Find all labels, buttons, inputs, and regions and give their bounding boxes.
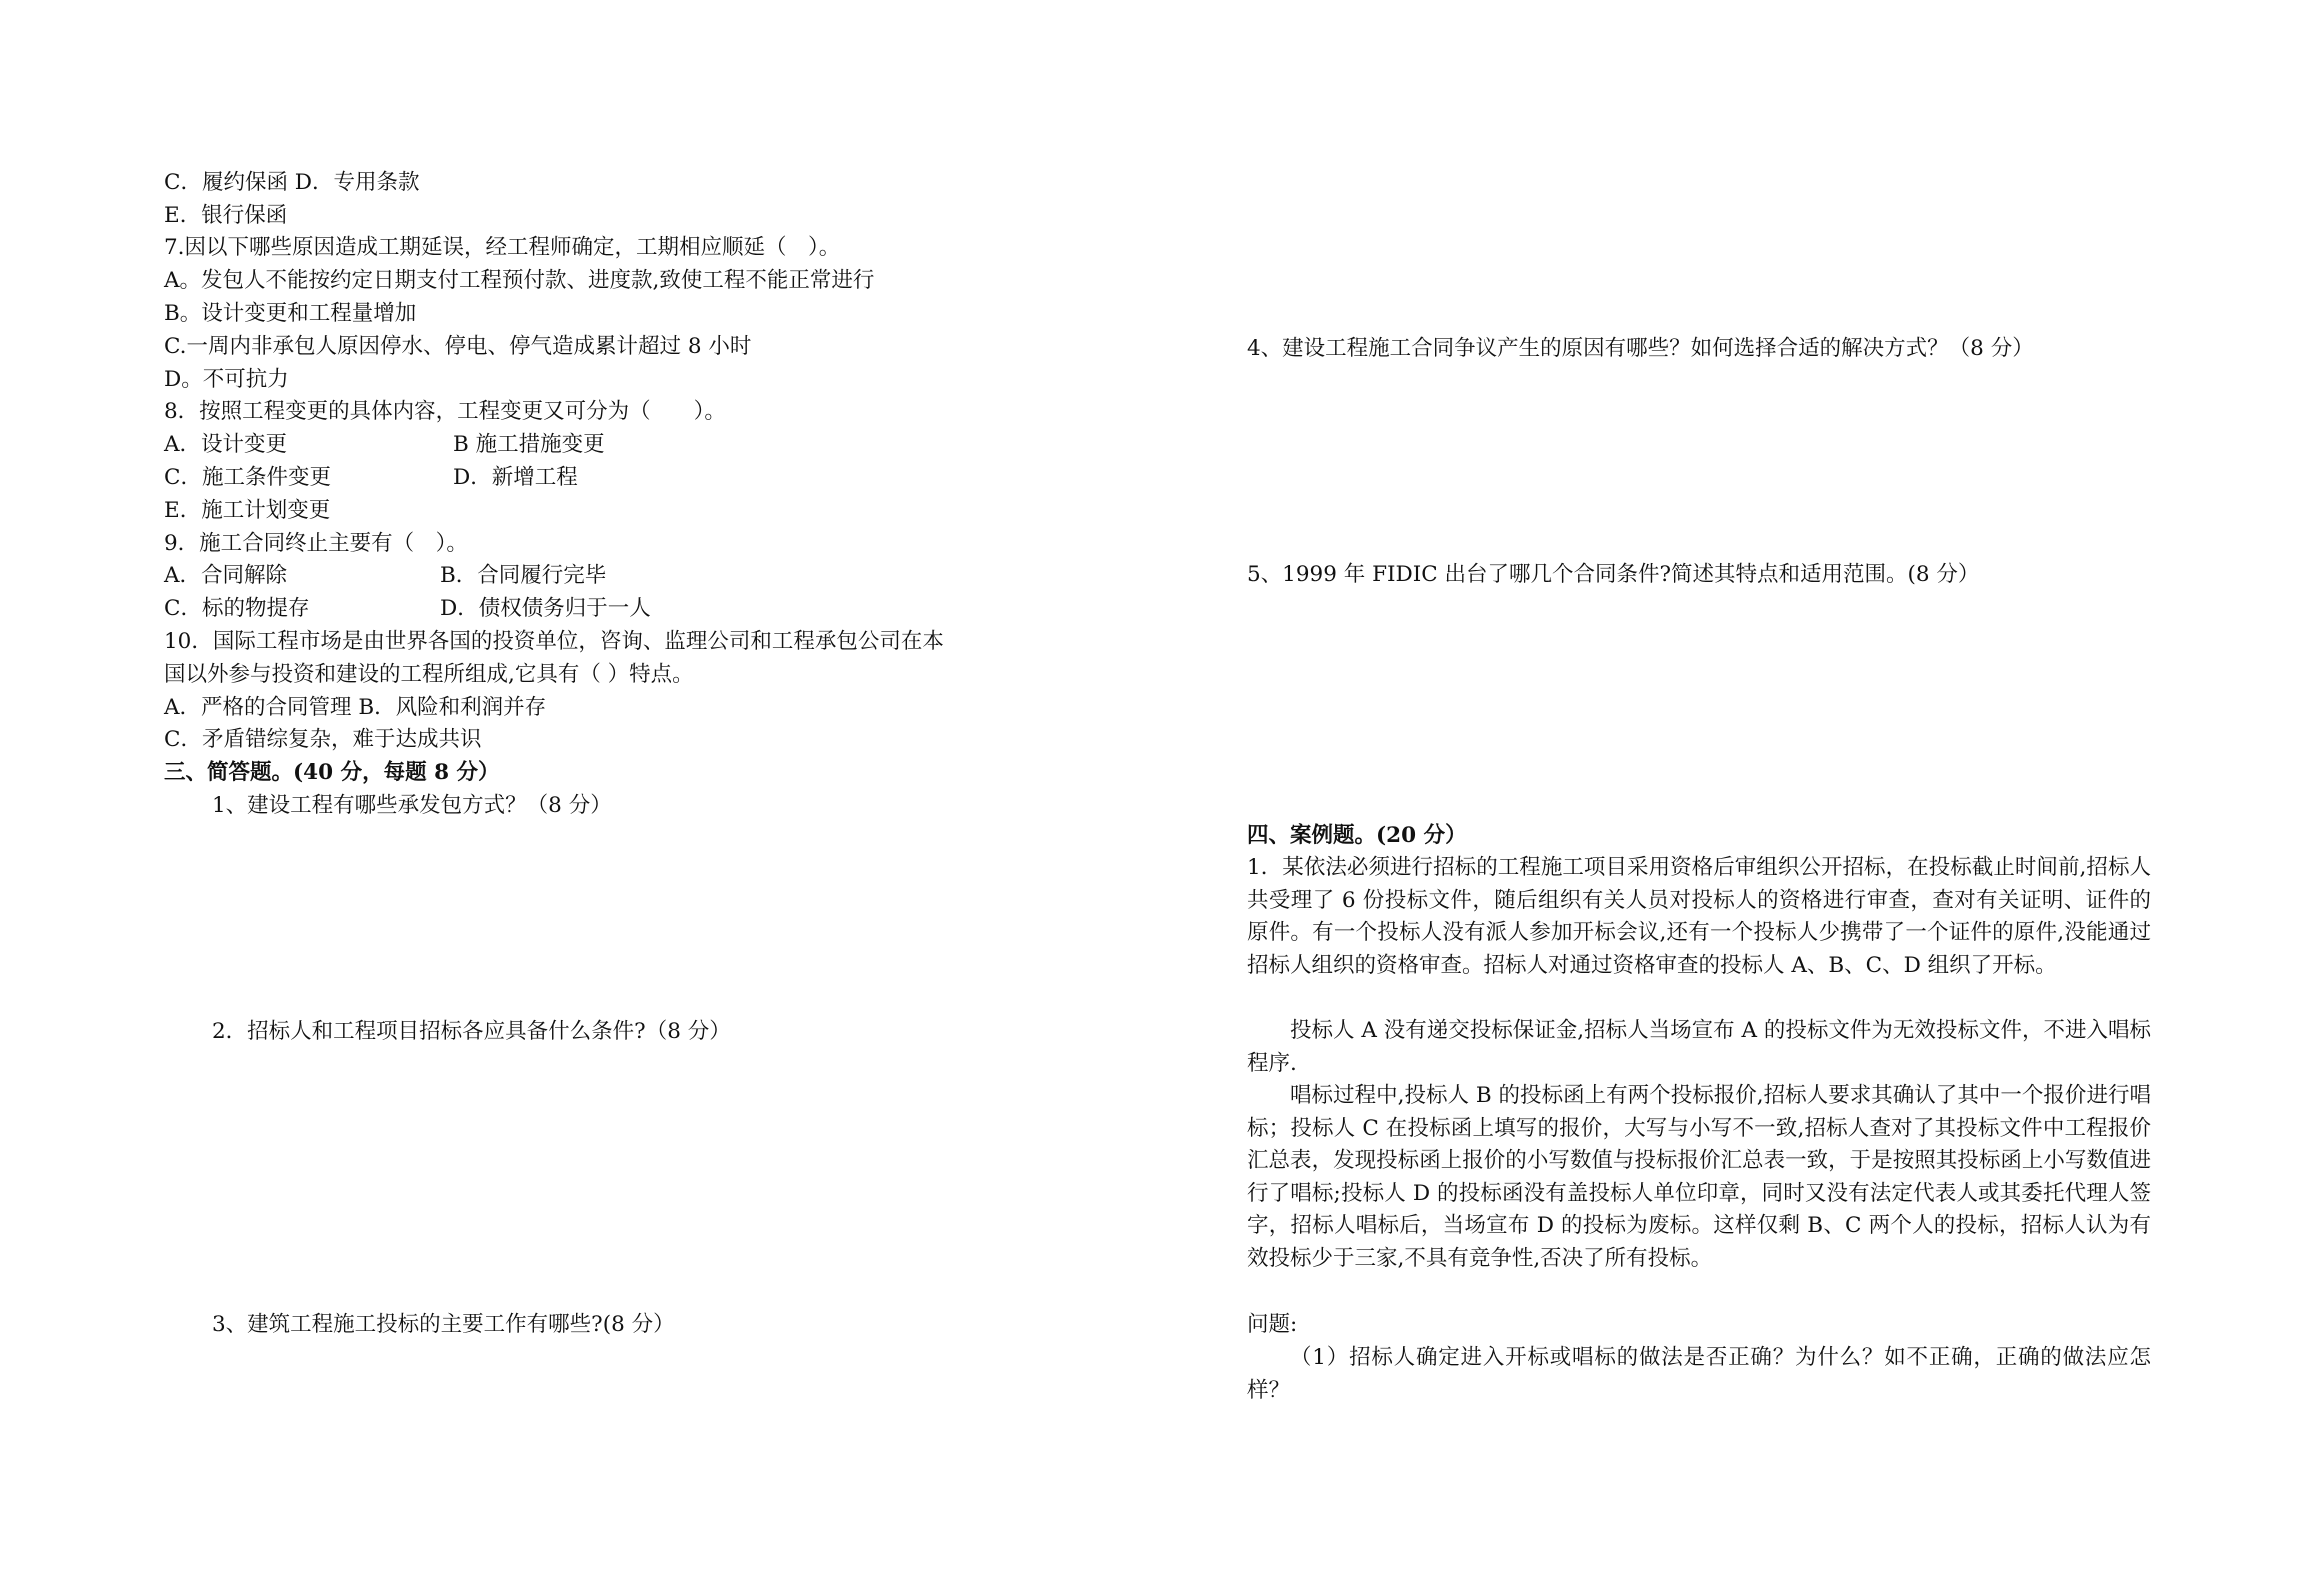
case-paragraph-1: 1．某依法必须进行招标的工程施工项目采用资格后审组织公开招标，在投标截止时间前,招标人共受理了 6 份投标文件，随后组织有关人员对投标人的资格进行审查，查对有关证明、证件的原件。有一个投标人没有派人参加开标会议,还有一个投标人少携带了一个证件的原件,没能通过招标人组织的资格审查。招标人对通过资格审查的投标人 A、B、C、D 组织了开标。	[1247, 855, 2151, 978]
q8-option-d: D．新增工程	[453, 465, 578, 490]
questions-label: 问题:	[1247, 1312, 1298, 1337]
case-paragraph-3: 唱标过程中,投标人 B 的投标函上有两个投标报价,招标人要求其确认了其中一个报价进行唱标；投标人 C 在投标函上填写的报价，大写与小写不一致,招标人查对了其投标文件中工程报价汇总表，发现投标函上报价的小写数值与投标报价汇总表一致，于是按照其投标函上小写数值进行了唱标;投标人 D 的投标函没有盖投标人单位印章，同时又没有法定代表人或其委托代理人签字，招标人唱标后，当场宣布 D 的投标为废标。这样仅剩 B、C 两个人的投标，招标人认为有效投标少于三家,不具有竞争性,否决了所有投标。	[1247, 1083, 2151, 1271]
q7-option-d: D。不可抗力	[164, 367, 289, 392]
q7-option-a: A。发包人不能按约定日期支付工程预付款、进度款,致使工程不能正常进行	[164, 268, 875, 293]
q8-option-e: E．施工计划变更	[164, 498, 331, 523]
q9-option-b: B．合同履行完毕	[440, 563, 607, 588]
q8-option-a: A．设计变更	[164, 432, 288, 457]
short-answer-q4: 4、建设工程施工合同争议产生的原因有哪些？如何选择合适的解决方式？（8 分）	[1247, 336, 2034, 361]
q10-stem-line-2: 国以外参与投资和建设的工程所组成,它具有（ ）特点。	[164, 662, 694, 687]
q8-stem: 8．按照工程变更的具体内容，工程变更又可分为（ ）。	[164, 399, 726, 424]
section-4-heading: 四、案例题。(20 分）	[1247, 823, 1467, 848]
q7-stem: 7.因以下哪些原因造成工期延误，经工程师确定，工期相应顺延（ ）。	[164, 235, 841, 260]
q10-stem-line-1: 10．国际工程市场是由世界各国的投资单位，咨询、监理公司和工程承包公司在本	[164, 629, 944, 654]
q9-stem: 9．施工合同终止主要有（ ）。	[164, 531, 468, 556]
q8-option-b: B 施工措施变更	[453, 432, 605, 457]
q9-option-c: C．标的物提存	[164, 596, 310, 621]
short-answer-q1: 1、建设工程有哪些承发包方式？（8 分）	[212, 793, 612, 818]
short-answer-q2: 2．招标人和工程项目招标各应具备什么条件?（8 分）	[212, 1019, 731, 1044]
q8-option-c: C．施工条件变更	[164, 465, 331, 490]
q7-option-c: C.一周内非承包人原因停水、停电、停气造成累计超过 8 小时	[164, 334, 752, 359]
q7-option-b: B。设计变更和工程量增加	[164, 301, 417, 326]
q9-option-a: A．合同解除	[164, 563, 288, 588]
q10-option-c: C．矛盾错综复杂，难于达成共识	[164, 727, 482, 752]
short-answer-q5: 5、1999 年 FIDIC 出台了哪几个合同条件?简述其特点和适用范围。(8 分）	[1247, 562, 1980, 587]
q9-option-d: D．债权债务归于一人	[440, 596, 651, 621]
q6-options-c-d: C．履约保函 D．专用条款	[164, 170, 420, 195]
case-paragraph-2: 投标人 A 没有递交投标保证金,招标人当场宣布 A 的投标文件为无效投标文件，不进入唱标程序.	[1247, 1018, 2151, 1076]
q6-option-e: E．银行保函	[164, 203, 288, 228]
case-question-1: （1）招标人确定进入开标或唱标的做法是否正确？为什么？如不正确，正确的做法应怎样？	[1247, 1345, 2151, 1403]
section-3-heading: 三、简答题。(40 分，每题 8 分）	[164, 760, 500, 785]
q10-options-a-b: A．严格的合同管理 B．风险和利润并存	[164, 695, 547, 720]
short-answer-q3: 3、建筑工程施工投标的主要工作有哪些?(8 分）	[212, 1312, 675, 1337]
